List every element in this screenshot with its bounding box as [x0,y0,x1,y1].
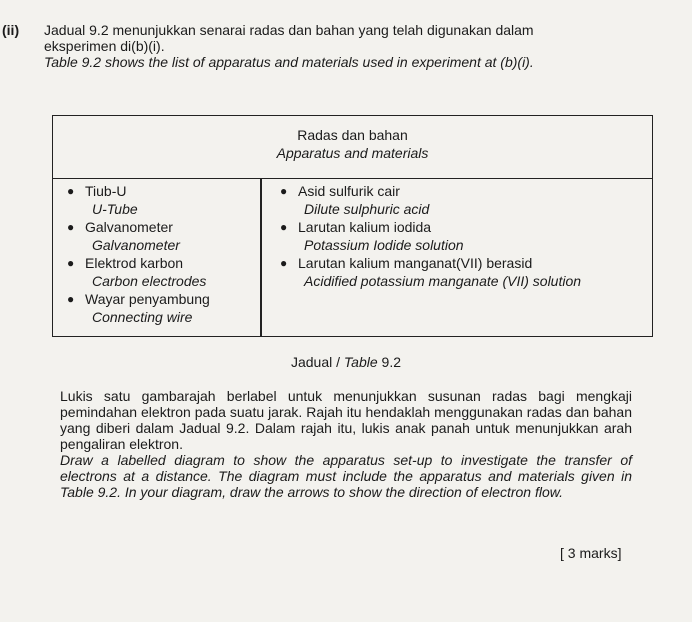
list-item [280,182,653,218]
list-item [67,290,255,326]
item-en: Galvanometer [92,237,180,253]
list-item [280,218,653,254]
instruction-text [60,388,632,500]
item-en: Dilute sulphuric acid [304,201,430,217]
table-header [53,116,652,179]
bullet-icon: ● [67,220,75,234]
instruction-en: Draw a labelled diagram to show the apparatus set-up to investigate the transfer of electrons at a distance. The diagram must include the apparatus and materials given in Table 9.2. In your diagram, draw the arrows to show the direction of electron flow. [60,452,632,500]
bullet-icon: ● [280,256,288,270]
table-header-en: Apparatus and materials [276,145,429,161]
item-ms: Larutan kalium iodida [298,219,432,235]
item-ms: Galvanometer [85,219,173,235]
question-text-en: Table 9.2 shows the list of apparatus and materials used in experiment at (b)(i). [44,54,534,70]
list-item [67,182,255,218]
caption-en: Table [343,354,378,370]
instruction-ms: Lukis satu gambarajah berlabel untuk menunjukkan susunan radas bagi mengkaji pemindahan elektron pada suatu jarak. Rajah itu hendaklah menggunakan radas dan bahan yang diberi dalam Jadual 9.2. Dalam rajah itu, lukis anak panah untuk menunjukkan arah pengaliran elektron. [60,388,632,452]
item-en: Acidified potassium manganate (VII) solution [304,273,582,289]
item-ms: Elektrod karbon [85,255,184,271]
item-en: Carbon electrodes [92,273,207,289]
item-en: Connecting wire [92,309,193,325]
bullet-icon: ● [67,256,75,270]
list-item [67,218,255,254]
bullet-icon: ● [67,184,75,198]
item-ms: Tiub-U [85,183,127,199]
bullet-icon: ● [280,220,288,234]
table-caption [0,354,692,370]
apparatus-table [52,115,653,337]
materials-column [280,182,653,290]
table-header-ms: Radas dan bahan [297,127,408,143]
list-item [280,254,653,290]
bullet-icon: ● [67,292,75,306]
caption-ms: Jadual / [290,354,344,370]
item-en: U-Tube [92,201,138,217]
item-ms: Asid sulfurik cair [298,183,400,199]
apparatus-column [67,182,255,326]
question-text [44,22,674,70]
list-item [67,254,255,290]
item-en: Potassium Iodide solution [304,237,464,253]
item-ms: Wayar penyambung [85,291,210,307]
question-number: (ii) [2,22,20,38]
caption-num: 9.2 [377,354,402,370]
marks-label: [ 3 marks] [560,545,622,561]
bullet-icon: ● [280,184,288,198]
question-text-ms-line2: eksperimen di(b)(i). [44,38,165,54]
question-text-ms-line1: Jadual 9.2 menunjukkan senarai radas dan bahan yang telah digunakan dalam [44,22,534,38]
column-divider [260,179,262,336]
item-ms: Larutan kalium manganat(VII) berasid [298,255,533,271]
